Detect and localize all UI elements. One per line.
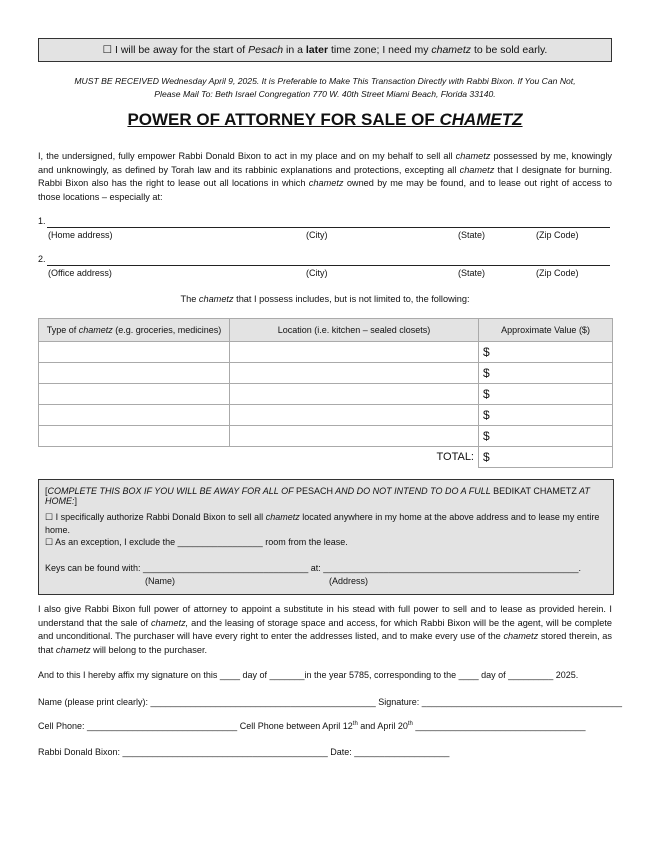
text: AT HOME: xyxy=(45,486,590,506)
name-signature-line[interactable]: Name (please print clearly): _____________________________________________ Signature: ________________________________________ xyxy=(38,697,623,707)
location-cell[interactable] xyxy=(230,405,479,426)
away-box-header xyxy=(45,486,613,506)
authorize-option[interactable] xyxy=(45,511,607,537)
total-value-cell[interactable]: $ xyxy=(479,447,613,468)
text: later xyxy=(305,44,329,56)
text: will belong to the purchaser. xyxy=(90,644,208,655)
column-header-location: Location (i.e. kitchen – sealed closets) xyxy=(230,319,479,342)
cell-phone-line[interactable] xyxy=(38,721,586,731)
title-text: POWER OF ATTORNEY FOR SALE OF xyxy=(127,110,440,129)
field-label: (Zip Code) xyxy=(536,230,579,240)
type-cell[interactable] xyxy=(39,426,230,447)
field-label: (State) xyxy=(458,268,486,278)
text: Pesach xyxy=(248,44,284,56)
home-address-field[interactable] xyxy=(47,227,610,228)
text: chametz, xyxy=(150,617,189,628)
table-row xyxy=(39,426,613,447)
name-label: (Name) xyxy=(145,576,176,586)
text: chametz xyxy=(265,512,300,522)
chametz-table xyxy=(38,318,613,468)
value-cell[interactable]: $ xyxy=(479,426,613,447)
text: (e.g. groceries, medicines) xyxy=(112,325,222,335)
address-number: 2. xyxy=(38,254,46,264)
text: owned by me may be found, and to lease out right of access to those locations – especially at: xyxy=(38,178,612,202)
text: ] xyxy=(74,496,78,506)
text: I also give Rabbi Bixon full power of attorney to appoint a substitute in his stead with full power to sell and to lease as provided herein. I understand that the sale of xyxy=(38,604,612,628)
field-label: (State) xyxy=(458,230,486,240)
table-row xyxy=(39,363,613,384)
value-cell[interactable]: $ xyxy=(479,363,613,384)
early-sale-checkbox-box[interactable] xyxy=(38,38,612,62)
text: that I designate for burning. Rabbi Bixon also has the right to lease out all locations in which xyxy=(38,164,612,189)
text: that I possess includes, but is not limited to, the following: xyxy=(233,294,470,304)
value-cell[interactable]: $ xyxy=(479,384,613,405)
note-line: MUST BE RECEIVED Wednesday April 9, 2025. It is Preferable to Make This Transaction Directly with Rabbi Bixon. If You Can Not, xyxy=(74,76,576,86)
page-title xyxy=(38,110,612,130)
location-cell[interactable] xyxy=(230,426,479,447)
field-label: (Home address) xyxy=(48,230,113,240)
keys-line[interactable]: Keys can be found with: _________________________________ at: ___________________________________________________. xyxy=(45,563,582,573)
total-label: TOTAL: xyxy=(436,451,474,464)
field-label: (Office address) xyxy=(48,268,112,278)
note-line: Please Mail To: Beth Israel Congregation 770 W. 40th Street Miami Beach, Florida 33140. xyxy=(154,89,496,99)
text: BEDIKAT CHAMETZ xyxy=(493,486,577,496)
text: chametz xyxy=(431,44,472,56)
text: I, the undersigned, fully empower Rabbi Donald Bixon to act in my place and on my behalf to sell all xyxy=(38,151,456,161)
office-address-field[interactable] xyxy=(47,265,610,266)
address-label: (Address) xyxy=(329,576,369,586)
rabbi-signature-line[interactable]: Rabbi Donald Bixon: _________________________________________ Date: ___________________ xyxy=(38,747,450,757)
location-cell[interactable] xyxy=(230,384,479,405)
text: and the leasing of storage space and access, for which Rabbi Bixon will be the agent, will be complete and unconditional. The purchaser will have every right to enter the addresses listed, and to make every use of the xyxy=(38,617,612,642)
column-header-value: Approximate Value ($) xyxy=(479,319,613,342)
text: PESACH xyxy=(295,486,333,496)
type-cell[interactable] xyxy=(39,342,230,363)
table-row xyxy=(39,384,613,405)
text: chametz xyxy=(455,151,491,161)
text: time zone; I need my xyxy=(328,44,432,56)
text: chametz xyxy=(459,164,495,175)
text: [ xyxy=(45,486,48,496)
field-label: (City) xyxy=(306,230,328,240)
value-cell[interactable]: $ xyxy=(479,342,613,363)
text: th xyxy=(407,721,413,727)
text: __________________________________ xyxy=(412,721,586,731)
table-row xyxy=(39,342,613,363)
deadline-note xyxy=(38,75,612,101)
text: located anywhere in my home at the above address and to lease my entire home. xyxy=(45,512,600,535)
closing-paragraph xyxy=(38,603,612,657)
text: chametz xyxy=(55,644,91,655)
text: in a xyxy=(283,44,306,56)
text: possessed by me, knowingly and unknowingly, as defined by Torah law and its rabbinic explanations and protections, excepting all xyxy=(38,151,612,175)
text: chametz xyxy=(198,294,234,304)
value-cell[interactable]: $ xyxy=(479,405,613,426)
text: Cell Phone: ______________________________ Cell Phone between April 12 xyxy=(38,721,353,731)
checkbox-icon[interactable]: ☐ xyxy=(102,44,113,56)
total-row xyxy=(39,447,613,468)
away-box xyxy=(38,479,614,595)
text: The xyxy=(180,294,199,304)
possess-sentence xyxy=(38,294,612,304)
affix-signature-line[interactable]: And to this I hereby affix my signature on this ____ day of _______in the year 5785, corresponding to the ____ day of _________ 2025. xyxy=(38,670,579,680)
table-row xyxy=(39,405,613,426)
text: to be sold early. xyxy=(471,44,548,56)
text: and April 20 xyxy=(357,721,408,731)
field-label: (City) xyxy=(306,268,328,278)
field-label: (Zip Code) xyxy=(536,268,579,278)
text: Type of xyxy=(46,325,79,335)
exclude-room-option[interactable]: ☐ As an exception, I exclude the _________________ room from the lease. xyxy=(45,537,348,547)
text: chametz xyxy=(308,178,344,189)
text: ☐ I specifically authorize Rabbi Donald Bixon to sell all xyxy=(45,512,266,522)
text: COMPLETE THIS BOX IF YOU WILL BE AWAY FOR ALL OF xyxy=(47,486,296,496)
title-text: CHAMETZ xyxy=(439,110,523,129)
type-cell[interactable] xyxy=(39,384,230,405)
type-cell[interactable] xyxy=(39,405,230,426)
location-cell[interactable] xyxy=(230,342,479,363)
intro-paragraph xyxy=(38,150,612,204)
text: stored therein, as that xyxy=(38,631,612,655)
table-header xyxy=(39,319,613,342)
location-cell[interactable] xyxy=(230,363,479,384)
text: I will be away for the start of xyxy=(112,44,249,56)
text: chametz xyxy=(503,631,539,642)
column-header-type xyxy=(39,319,230,342)
address-number: 1. xyxy=(38,216,46,226)
text: th xyxy=(352,721,358,727)
text: chametz xyxy=(78,325,113,335)
type-cell[interactable] xyxy=(39,363,230,384)
text: AND DO NOT INTEND TO DO A FULL xyxy=(332,486,494,496)
